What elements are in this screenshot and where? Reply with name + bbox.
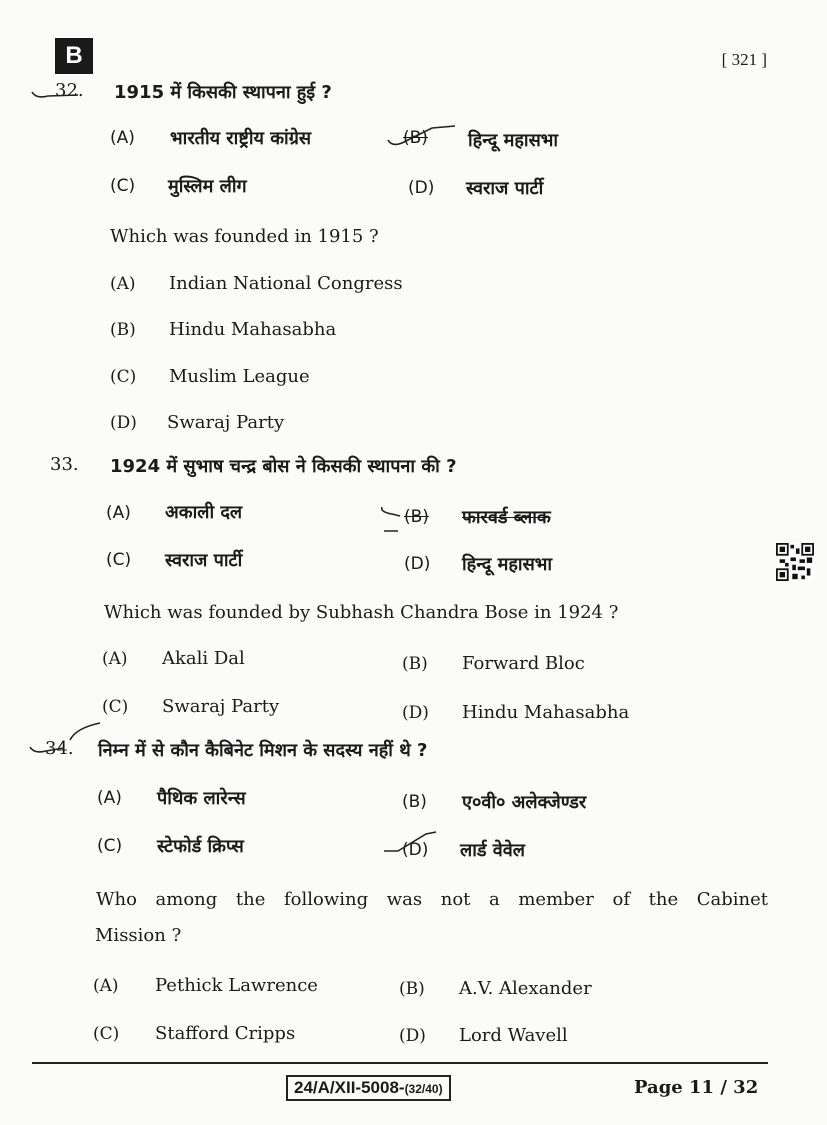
question-stem-english-continued: Mission ? bbox=[95, 925, 182, 946]
option-text-english: Akali Dal bbox=[162, 648, 245, 669]
option-text-english: Muslim League bbox=[169, 366, 310, 387]
footer-rule bbox=[32, 1062, 768, 1064]
option-text-hindi: हिन्दू महासभा bbox=[468, 130, 559, 151]
option-letter: (C) bbox=[110, 176, 136, 196]
question-stem-hindi: 1924 में सुभाष चन्द्र बोस ने किसकी स्थापना की ? bbox=[110, 456, 457, 477]
tick-mark-q34 bbox=[30, 723, 100, 752]
question-stem-english: Which was founded by Subhash Chandra Bose in 1924 ? bbox=[104, 602, 619, 623]
option-text-hindi: भारतीय राष्ट्रीय कांग्रेस bbox=[170, 128, 312, 149]
option-letter: (D) bbox=[402, 703, 429, 723]
option-letter: (A) bbox=[93, 976, 119, 996]
option-letter: (C) bbox=[97, 836, 123, 856]
option-text-hindi: पैथिक लारेन्स bbox=[157, 788, 246, 809]
option-letter: (B) bbox=[404, 507, 429, 527]
option-letter: (D) bbox=[408, 178, 435, 198]
question-number: 32. bbox=[55, 80, 84, 101]
paper-code: 24/A/XII-5008- bbox=[294, 1078, 405, 1097]
option-letter: (B) bbox=[403, 128, 428, 148]
option-letter: (A) bbox=[97, 788, 122, 808]
option-letter: (A) bbox=[110, 274, 136, 294]
option-text-english: Stafford Cripps bbox=[155, 1023, 296, 1044]
option-letter: (B) bbox=[399, 979, 425, 999]
option-text-english: Pethick Lawrence bbox=[155, 975, 318, 996]
option-text-english: Swaraj Party bbox=[167, 412, 285, 433]
tick-mark-q32-b bbox=[388, 126, 455, 144]
option-text-english: Hindu Mahasabha bbox=[462, 702, 630, 723]
qr-code-icon bbox=[776, 543, 814, 581]
option-letter: (A) bbox=[110, 128, 135, 148]
question-stem-hindi: 1915 में किसकी स्थापना हुई ? bbox=[114, 82, 332, 103]
option-letter: (B) bbox=[402, 654, 428, 674]
option-text-hindi: ए०वी० अलेक्जेण्डर bbox=[462, 792, 587, 813]
page-code: [ 321 ] bbox=[721, 50, 767, 69]
paper-code-set: (32/40) bbox=[404, 1082, 443, 1096]
option-letter: (D) bbox=[404, 554, 431, 574]
option-letter: (A) bbox=[106, 503, 131, 523]
option-letter: (C) bbox=[93, 1024, 120, 1044]
question-stem-english: Who among the following was not a member of the Cabinet bbox=[96, 889, 768, 910]
option-letter: (D) bbox=[110, 413, 137, 433]
option-text-english: Lord Wavell bbox=[459, 1025, 568, 1046]
tick-mark-q33-b bbox=[382, 507, 400, 531]
option-letter: (D) bbox=[399, 1026, 426, 1046]
option-text-hindi: फारवर्ड ब्लाक bbox=[462, 507, 551, 528]
section-badge: B bbox=[55, 38, 93, 74]
option-text-hindi: स्वराज पार्टी bbox=[466, 178, 544, 199]
question-stem-hindi: निम्न में से कौन कैबिनेट मिशन के सदस्य नहीं थे ? bbox=[98, 740, 428, 761]
option-text-english: Forward Bloc bbox=[462, 653, 585, 674]
option-text-english: Hindu Mahasabha bbox=[169, 319, 337, 340]
option-text-hindi: मुस्लिम लीग bbox=[168, 176, 247, 197]
option-letter: (C) bbox=[106, 550, 132, 570]
option-letter: (A) bbox=[102, 649, 128, 669]
option-text-hindi: लार्ड वेवेल bbox=[460, 840, 525, 861]
option-letter: (D) bbox=[402, 840, 429, 860]
option-text-english: Indian National Congress bbox=[169, 273, 403, 294]
paper-code-box bbox=[286, 1075, 451, 1101]
question-number: 33. bbox=[50, 454, 79, 475]
tick-mark-q34-d bbox=[384, 832, 436, 851]
option-text-english: Swaraj Party bbox=[162, 696, 280, 717]
option-text-hindi: स्टेफोर्ड क्रिप्स bbox=[157, 836, 244, 857]
option-letter: (C) bbox=[110, 367, 137, 387]
option-text-hindi: हिन्दू महासभा bbox=[462, 554, 553, 575]
question-stem-english: Which was founded in 1915 ? bbox=[110, 226, 379, 247]
option-text-hindi: अकाली दल bbox=[165, 502, 243, 523]
page-number: Page 11 / 32 bbox=[634, 1077, 759, 1098]
option-letter: (B) bbox=[110, 320, 136, 340]
option-text-hindi: स्वराज पार्टी bbox=[165, 550, 243, 571]
tick-mark-q32 bbox=[32, 92, 78, 97]
question-number: 34. bbox=[45, 738, 74, 759]
option-letter: (C) bbox=[102, 697, 129, 717]
option-text-english: A.V. Alexander bbox=[459, 978, 592, 999]
option-letter: (B) bbox=[402, 792, 427, 812]
